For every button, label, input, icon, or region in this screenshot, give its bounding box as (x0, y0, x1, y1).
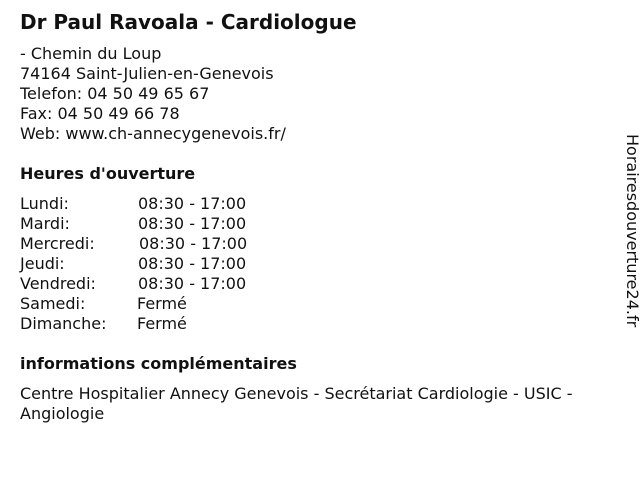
time-value: Fermé (137, 294, 187, 313)
day-label: Lundi: (20, 194, 69, 213)
brand-watermark: Horairesdouverture24.fr (623, 134, 642, 328)
time-value: 08:30 - 17:00 (139, 234, 248, 253)
day-label: Samedi: (20, 294, 86, 313)
contact-block (20, 44, 286, 144)
additional-info-text: Centre Hospitalier Annecy Genevois - Secrétariat Cardiologie - USIC - Angiologie (20, 384, 573, 423)
day-label: Jeudi: (20, 254, 65, 273)
time-value: 08:30 - 17:00 (138, 254, 247, 273)
address-city: 74164 Saint-Julien-en-Genevois (20, 64, 274, 83)
day-label: Dimanche: (20, 314, 107, 333)
address-street: - Chemin du Loup (20, 44, 162, 63)
day-label: Vendredi: (20, 274, 96, 293)
phone-number: Telefon: 04 50 49 65 67 (20, 84, 210, 103)
additional-info-heading: informations complémentaires (20, 354, 297, 373)
website: Web: www.ch-annecygenevois.fr/ (20, 124, 286, 143)
page-title: Dr Paul Ravoala - Cardiologue (20, 10, 357, 34)
opening-hours-heading: Heures d'ouverture (20, 164, 196, 183)
time-value: Fermé (137, 314, 187, 333)
day-label: Mercredi: (20, 234, 95, 253)
time-value: 08:30 - 17:00 (138, 194, 247, 213)
time-value: 08:30 - 17:00 (138, 274, 247, 293)
day-label: Mardi: (20, 214, 70, 233)
fax-number: Fax: 04 50 49 66 78 (20, 104, 180, 123)
time-value: 08:30 - 17:00 (138, 214, 247, 233)
